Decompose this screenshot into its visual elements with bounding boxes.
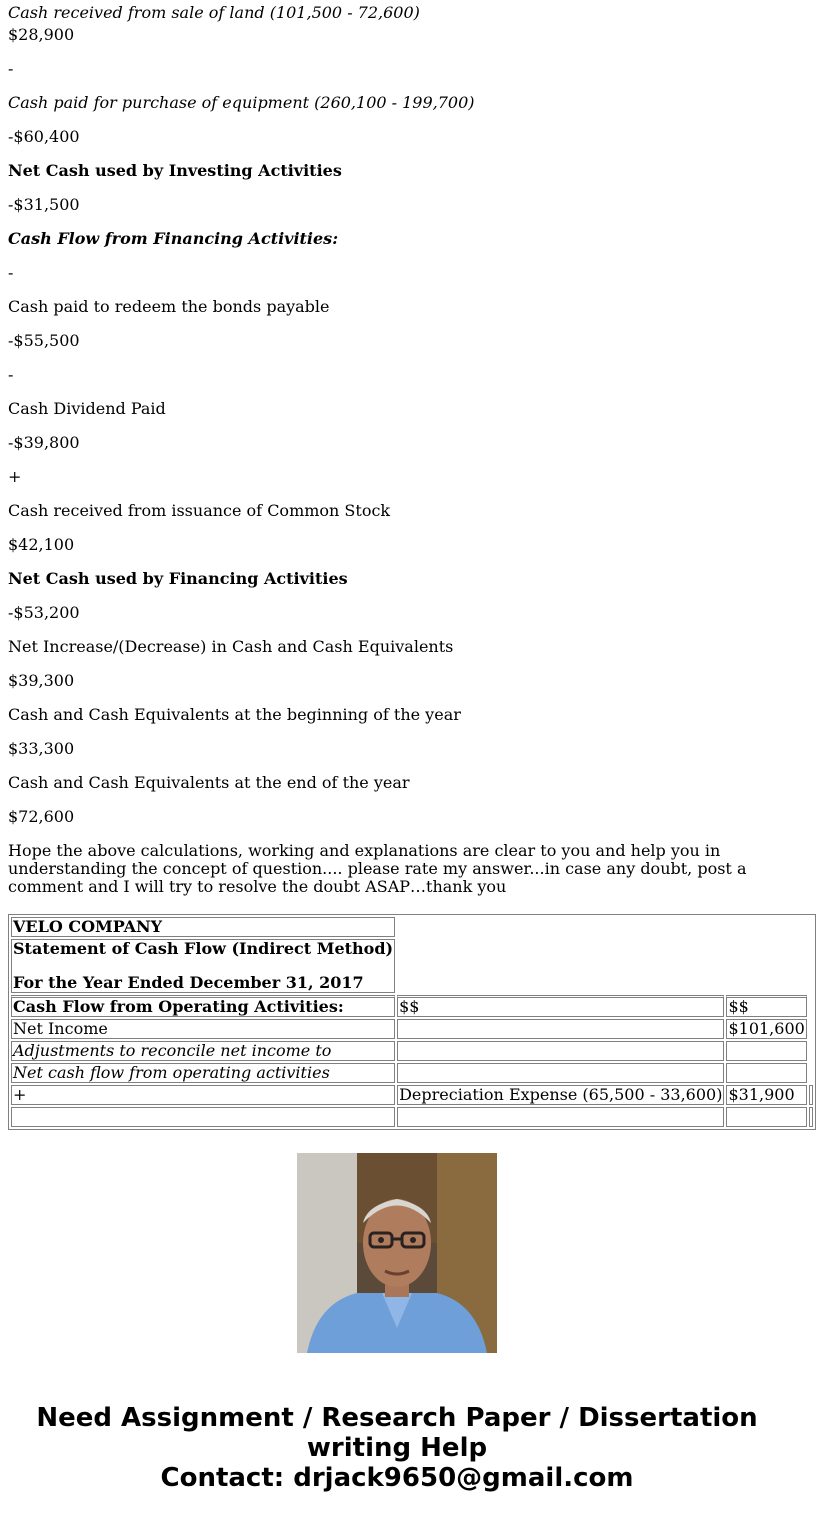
answer-line: $72,600: [8, 807, 75, 826]
cash-flow-statement-table: [8, 914, 816, 1130]
statement-period: For the Year Ended December 31, 2017: [13, 973, 364, 992]
promo-contact[interactable]: Contact: drjack9650@gmail.com: [160, 1463, 634, 1493]
answer-line: -$55,500: [8, 331, 80, 350]
operating-section-label: Cash Flow from Operating Activities:: [11, 995, 395, 1017]
answer-line: -$53,200: [8, 603, 80, 622]
net-income-blank: [397, 1019, 724, 1039]
answer-line: Cash paid to redeem the bonds payable: [8, 297, 330, 316]
author-photo-icon: [297, 1153, 497, 1353]
answer-line: -$39,800: [8, 433, 80, 452]
answer-line: -$60,400: [8, 127, 80, 146]
net-income-value: $101,600: [728, 1019, 805, 1038]
answer-line: -: [8, 365, 14, 384]
answer-document: [8, 0, 805, 1122]
depreciation-sign: +: [11, 1085, 395, 1105]
column-a-header: $$: [397, 995, 724, 1017]
column-b-header: $$: [726, 995, 806, 1017]
promo-banner: [0, 1403, 794, 1493]
answer-line: -$31,500: [8, 195, 80, 214]
author-avatar: [297, 1153, 497, 1353]
statement-heading: [11, 939, 395, 993]
answer-line: Net Cash used by Financing Activities: [8, 569, 348, 588]
answer-line: Cash received from issuance of Common Stock: [8, 501, 391, 520]
answer-line: Cash paid for purchase of equipment (260,100 - 199,700): [8, 93, 475, 112]
answer-line: Cash and Cash Equivalents at the beginning of the year: [8, 705, 461, 724]
answer-line: $28,900: [8, 25, 75, 44]
answer-line: Net Cash used by Investing Activities: [8, 161, 342, 180]
answer-line: Cash and Cash Equivalents at the end of the year: [8, 773, 410, 792]
answer-lines: [8, 0, 786, 842]
promo-line-1: Need Assignment / Research Paper / Dissertation writing Help: [36, 1403, 758, 1463]
answer-line: $33,300: [8, 739, 75, 758]
answer-line: Cash received from sale of land (101,500 - 72,600): [8, 3, 420, 22]
answer-line: Cash Dividend Paid: [8, 399, 166, 418]
answer-line: -: [8, 263, 14, 282]
answer-line: Net Increase/(Decrease) in Cash and Cash Equivalents: [8, 637, 454, 656]
depreciation-value: $31,900: [726, 1085, 806, 1105]
net-income-label: Net Income: [11, 1019, 395, 1039]
depreciation-label: Depreciation Expense (65,500 - 33,600): [399, 1085, 723, 1104]
answer-line: +: [8, 467, 22, 486]
company-name: VELO COMPANY: [11, 917, 395, 937]
statement-title: Statement of Cash Flow (Indirect Method): [13, 939, 394, 958]
answer-line: $42,100: [8, 535, 75, 554]
closing-note: Hope the above calculations, working and explanations are clear to you and help you in understanding the concept of question.... please rate my answer...in case any doubt, post a comment and I will try to resolve the doubt ASAP…thank you: [8, 841, 747, 896]
net-cash-flow-label: Net cash flow from operating activities: [11, 1063, 395, 1083]
adjustments-label: Adjustments to reconcile net income to: [11, 1041, 395, 1061]
answer-line: -: [8, 59, 14, 78]
answer-line: $39,300: [8, 671, 75, 690]
answer-line: Cash Flow from Financing Activities:: [8, 229, 339, 248]
